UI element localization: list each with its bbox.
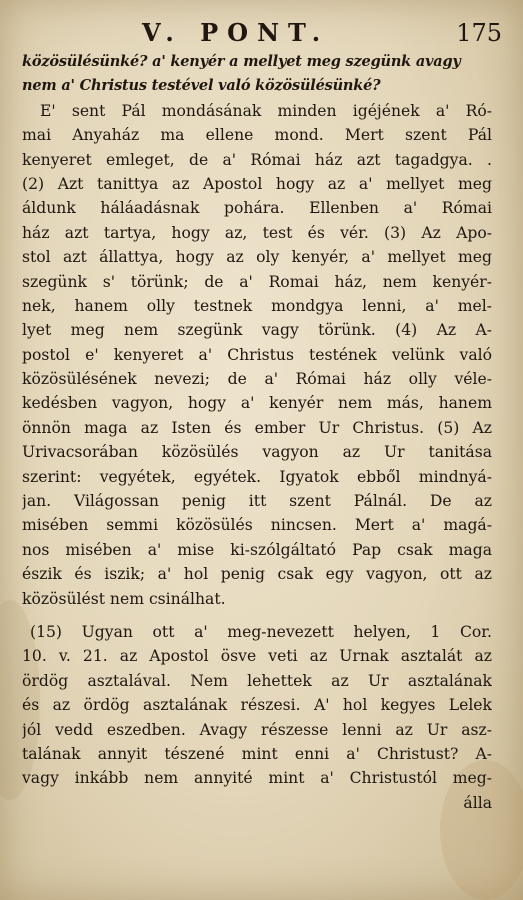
catchword: álla: [463, 793, 492, 812]
text-line: nem a' Christus testével való közösülésünké?: [22, 77, 381, 95]
text-line: stol azt állattya, hogy az oly kenyér, a' mellyet meg: [22, 248, 492, 267]
page-text-block: [22, 16, 502, 815]
running-head: [22, 16, 502, 50]
text-line: szegünk s' törünk; de a' Romai ház, nem kenyér-: [22, 272, 492, 291]
text-line: ördög asztalával. Nem lehettek az Ur asztalának: [22, 671, 492, 690]
text-line: áldunk háláadásnak pohára. Ellenben a' Római: [22, 199, 492, 218]
text-line: Urivacsorában közösülés vagyon az Ur tanitása: [22, 443, 492, 462]
text-line: postol e' kenyeret a' Christus testének velünk való: [22, 345, 492, 364]
text-line: szerint: vegyétek, egyétek. Igyatok ebből mindnyá-: [22, 467, 492, 486]
text-line: (2) Azt tanittya az Apostol hogy az a' mellyet meg: [22, 174, 492, 193]
text-line: ház azt tartya, hogy az, test és vér. (3) Az Apo-: [22, 223, 492, 242]
text-line: vagy inkább nem annyité mint a' Christustól meg-: [22, 769, 492, 788]
text-line: jan. Világossan penig itt szent Pálnál. De az: [22, 492, 492, 511]
text-line: közösülésének nevezi; de a' Római ház olly véle-: [22, 370, 492, 389]
text-line: önnön maga az Isten és ember Ur Christus. (5) Az: [22, 418, 492, 437]
text-line: kedésben vagyon, hogy a' kenyér nem más, hanem: [22, 394, 492, 413]
text-line: kenyeret emleget, de a' Római ház azt tagadgya. .: [22, 150, 492, 169]
running-title: V. PONT.: [142, 18, 330, 47]
text-line: E' sent Pál mondásának minden igéjének a' Ró-: [40, 101, 492, 120]
text-line: 10. v. 21. az Apostol ösve veti az Urnak asztalát az: [22, 647, 492, 666]
text-line: közösülést nem csinálhat.: [22, 589, 226, 608]
text-line: jól vedd eszedben. Avagy részesse lenni az Ur asz-: [22, 720, 492, 739]
text-line: (15) Ugyan ott a' meg-nevezett helyen, 1 Cor.: [30, 622, 492, 641]
text-line: közösülésünké? a' kenyér a mellyet meg szegünk avagy: [22, 53, 461, 70]
page-number: 175: [456, 19, 502, 47]
text-line: misében semmi közösülés nincsen. Mert a' magá-: [22, 516, 492, 535]
paragraph-gap: [22, 611, 492, 620]
text-line: lyet meg nem szegünk vagy törünk. (4) Az A-: [22, 321, 492, 340]
text-line: mai Anyaház ma ellene mond. Mert szent Pál: [22, 126, 492, 145]
text-line: nos misében a' mise ki-szólgáltató Pap csak maga: [22, 540, 492, 559]
text-line: és az ördög asztalának részesi. A' hol kegyes Lelek: [22, 696, 492, 715]
text-line: észik és iszik; a' hol penig csak egy vagyon, ott az: [22, 565, 492, 584]
text-line: talának annyit tészené mint enni a' Christust? A-: [22, 744, 492, 763]
text-line: nek, hanem olly testnek mondgya lenni, a' mel-: [22, 296, 492, 315]
